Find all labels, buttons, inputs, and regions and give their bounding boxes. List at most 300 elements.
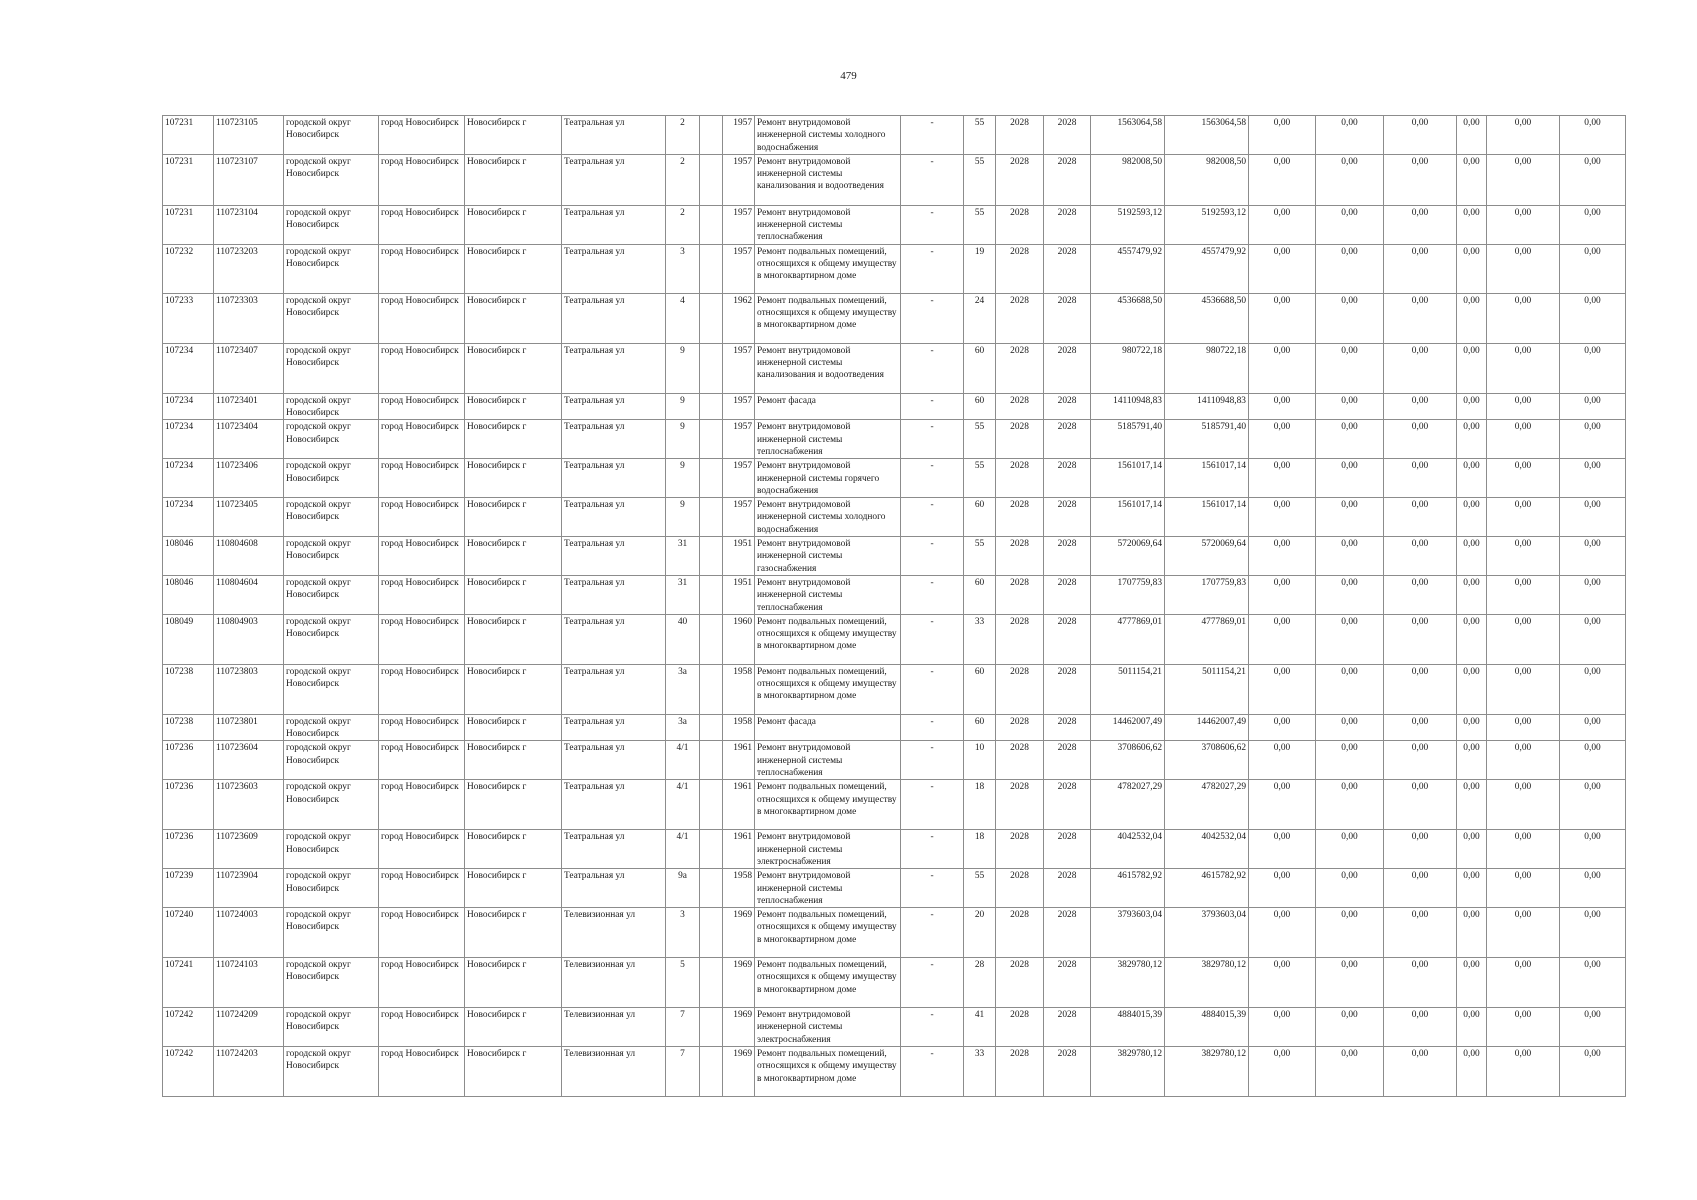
cell-value-5: 0,00 — [1487, 537, 1560, 576]
cell-city: Новосибирск г — [465, 393, 562, 420]
cell-street: Телевизионная ул — [562, 908, 666, 958]
cell-value-4: 0,00 — [1457, 116, 1487, 155]
cell-plan-year: 2028 — [996, 537, 1044, 576]
table-row — [163, 1046, 1626, 1096]
cell-house-number: 7 — [666, 1046, 700, 1096]
cell-year: 2028 — [1044, 154, 1091, 205]
cell-plan-year: 2028 — [996, 205, 1044, 244]
table-row — [163, 869, 1626, 908]
cell-house-number: 4/1 — [666, 741, 700, 780]
cell-fund-cost: 5185791,40 — [1165, 420, 1249, 459]
cell-value-1: 0,00 — [1249, 714, 1316, 741]
cell-municipality: городской округ Новосибирск — [284, 780, 379, 830]
cell-year: 2028 — [1044, 205, 1091, 244]
cell-total-cost: 5720069,64 — [1091, 537, 1165, 576]
cell-house-number: 5 — [666, 958, 700, 1008]
cell-dash: - — [901, 714, 964, 741]
cell-work-type: Ремонт внутридомовой инженерной системы холодного водоснабжения — [755, 116, 901, 155]
cell-value-1: 0,00 — [1249, 908, 1316, 958]
cell-building — [700, 908, 723, 958]
cell-value-6: 0,00 — [1560, 420, 1626, 459]
cell-value-5: 0,00 — [1487, 869, 1560, 908]
cell-value-6: 0,00 — [1560, 830, 1626, 869]
cell-fund-cost: 4777869,01 — [1165, 614, 1249, 664]
cell-fund-cost: 1561017,14 — [1165, 459, 1249, 498]
cell-year: 2028 — [1044, 459, 1091, 498]
cell-year: 2028 — [1044, 393, 1091, 420]
cell-plan-year: 2028 — [996, 869, 1044, 908]
cell-total-cost: 5185791,40 — [1091, 420, 1165, 459]
cell-total-cost: 4782027,29 — [1091, 780, 1165, 830]
cell-total-cost: 3793603,04 — [1091, 908, 1165, 958]
cell-house-number: 3 — [666, 244, 700, 293]
cell-year-built: 1969 — [723, 1046, 755, 1096]
cell-street: Театральная ул — [562, 293, 666, 343]
cell-city: Новосибирск г — [465, 154, 562, 205]
cell-dash: - — [901, 780, 964, 830]
cell-year: 2028 — [1044, 830, 1091, 869]
cell-plan-year: 2028 — [996, 830, 1044, 869]
cell-plan-year: 2028 — [996, 664, 1044, 714]
cell-work-id: 110723105 — [214, 116, 284, 155]
cell-value-1: 0,00 — [1249, 393, 1316, 420]
cell-value-4: 0,00 — [1457, 393, 1487, 420]
cell-municipality: городской округ Новосибирск — [284, 830, 379, 869]
cell-work-type: Ремонт внутридомовой инженерной системы канализования и водоотведения — [755, 154, 901, 205]
cell-municipality: городской округ Новосибирск — [284, 575, 379, 614]
cell-building — [700, 393, 723, 420]
cell-work-id: 110723803 — [214, 664, 284, 714]
table-row — [163, 205, 1626, 244]
cell-settlement: город Новосибирск — [379, 1008, 465, 1047]
cell-value-5: 0,00 — [1487, 614, 1560, 664]
cell-value-5: 0,00 — [1487, 393, 1560, 420]
cell-fund-cost: 982008,50 — [1165, 154, 1249, 205]
cell-year-built: 1958 — [723, 869, 755, 908]
cell-house-number: 9а — [666, 869, 700, 908]
cell-value-4: 0,00 — [1457, 205, 1487, 244]
cell-value-1: 0,00 — [1249, 537, 1316, 576]
cell-value-4: 0,00 — [1457, 575, 1487, 614]
capital-repair-table — [162, 115, 1626, 1097]
cell-value-5: 0,00 — [1487, 1046, 1560, 1096]
cell-wear-percent: 60 — [964, 343, 996, 393]
cell-value-3: 0,00 — [1384, 205, 1457, 244]
cell-settlement: город Новосибирск — [379, 714, 465, 741]
cell-building — [700, 205, 723, 244]
cell-building — [700, 420, 723, 459]
cell-city: Новосибирск г — [465, 537, 562, 576]
cell-value-1: 0,00 — [1249, 498, 1316, 537]
cell-city: Новосибирск г — [465, 116, 562, 155]
cell-year-built: 1957 — [723, 420, 755, 459]
cell-house-number: 3 — [666, 908, 700, 958]
cell-fund-cost: 1563064,58 — [1165, 116, 1249, 155]
cell-value-3: 0,00 — [1384, 830, 1457, 869]
cell-value-3: 0,00 — [1384, 780, 1457, 830]
cell-value-6: 0,00 — [1560, 244, 1626, 293]
cell-work-type: Ремонт внутридомовой инженерной системы теплоснабжения — [755, 205, 901, 244]
cell-total-cost: 3708606,62 — [1091, 741, 1165, 780]
cell-plan-year: 2028 — [996, 1008, 1044, 1047]
table-row — [163, 343, 1626, 393]
cell-wear-percent: 18 — [964, 830, 996, 869]
cell-value-4: 0,00 — [1457, 154, 1487, 205]
cell-total-cost: 4777869,01 — [1091, 614, 1165, 664]
cell-year-built: 1957 — [723, 205, 755, 244]
cell-value-5: 0,00 — [1487, 498, 1560, 537]
cell-house-id: 107233 — [163, 293, 214, 343]
cell-dash: - — [901, 205, 964, 244]
cell-value-6: 0,00 — [1560, 459, 1626, 498]
cell-value-5: 0,00 — [1487, 1008, 1560, 1047]
cell-dash: - — [901, 459, 964, 498]
cell-city: Новосибирск г — [465, 293, 562, 343]
cell-value-3: 0,00 — [1384, 459, 1457, 498]
cell-street: Телевизионная ул — [562, 1008, 666, 1047]
cell-value-1: 0,00 — [1249, 116, 1316, 155]
cell-value-3: 0,00 — [1384, 664, 1457, 714]
cell-work-type: Ремонт подвальных помещений, относящихся к общему имуществу в многоквартирном доме — [755, 293, 901, 343]
cell-municipality: городской округ Новосибирск — [284, 1008, 379, 1047]
table-row — [163, 116, 1626, 155]
cell-settlement: город Новосибирск — [379, 343, 465, 393]
cell-wear-percent: 20 — [964, 908, 996, 958]
cell-dash: - — [901, 1008, 964, 1047]
cell-work-type: Ремонт подвальных помещений, относящихся к общему имуществу в многоквартирном доме — [755, 780, 901, 830]
cell-year: 2028 — [1044, 116, 1091, 155]
cell-house-id: 108046 — [163, 537, 214, 576]
cell-value-2: 0,00 — [1316, 459, 1384, 498]
cell-building — [700, 780, 723, 830]
cell-value-3: 0,00 — [1384, 575, 1457, 614]
cell-total-cost: 980722,18 — [1091, 343, 1165, 393]
cell-value-4: 0,00 — [1457, 714, 1487, 741]
cell-municipality: городской округ Новосибирск — [284, 459, 379, 498]
cell-value-2: 0,00 — [1316, 205, 1384, 244]
cell-wear-percent: 10 — [964, 741, 996, 780]
cell-value-1: 0,00 — [1249, 244, 1316, 293]
cell-year-built: 1961 — [723, 780, 755, 830]
cell-value-4: 0,00 — [1457, 420, 1487, 459]
cell-fund-cost: 4042532,04 — [1165, 830, 1249, 869]
cell-value-4: 0,00 — [1457, 293, 1487, 343]
cell-house-id: 107234 — [163, 459, 214, 498]
cell-total-cost: 4042532,04 — [1091, 830, 1165, 869]
cell-year-built: 1957 — [723, 393, 755, 420]
cell-plan-year: 2028 — [996, 420, 1044, 459]
cell-value-1: 0,00 — [1249, 1046, 1316, 1096]
cell-value-6: 0,00 — [1560, 393, 1626, 420]
cell-year-built: 1961 — [723, 830, 755, 869]
cell-year: 2028 — [1044, 420, 1091, 459]
cell-value-5: 0,00 — [1487, 420, 1560, 459]
cell-fund-cost: 1707759,83 — [1165, 575, 1249, 614]
cell-value-5: 0,00 — [1487, 205, 1560, 244]
cell-year: 2028 — [1044, 244, 1091, 293]
cell-work-type: Ремонт внутридомовой инженерной системы теплоснабжения — [755, 575, 901, 614]
cell-value-5: 0,00 — [1487, 714, 1560, 741]
cell-value-6: 0,00 — [1560, 575, 1626, 614]
cell-work-id: 110724203 — [214, 1046, 284, 1096]
cell-house-id: 107239 — [163, 869, 214, 908]
cell-value-4: 0,00 — [1457, 1008, 1487, 1047]
cell-work-type: Ремонт внутридомовой инженерной системы теплоснабжения — [755, 869, 901, 908]
cell-year: 2028 — [1044, 664, 1091, 714]
cell-street: Театральная ул — [562, 205, 666, 244]
cell-settlement: город Новосибирск — [379, 393, 465, 420]
cell-work-id: 110723603 — [214, 780, 284, 830]
cell-dash: - — [901, 741, 964, 780]
cell-value-6: 0,00 — [1560, 343, 1626, 393]
cell-plan-year: 2028 — [996, 741, 1044, 780]
cell-municipality: городской округ Новосибирск — [284, 154, 379, 205]
cell-municipality: городской округ Новосибирск — [284, 714, 379, 741]
table-row — [163, 1008, 1626, 1047]
cell-fund-cost: 4536688,50 — [1165, 293, 1249, 343]
cell-plan-year: 2028 — [996, 244, 1044, 293]
table-row — [163, 780, 1626, 830]
cell-value-4: 0,00 — [1457, 537, 1487, 576]
cell-settlement: город Новосибирск — [379, 420, 465, 459]
cell-year-built: 1969 — [723, 1008, 755, 1047]
table-row — [163, 664, 1626, 714]
cell-work-id: 110724209 — [214, 1008, 284, 1047]
cell-value-5: 0,00 — [1487, 154, 1560, 205]
cell-value-2: 0,00 — [1316, 1008, 1384, 1047]
cell-value-6: 0,00 — [1560, 958, 1626, 1008]
cell-building — [700, 830, 723, 869]
cell-value-3: 0,00 — [1384, 154, 1457, 205]
cell-dash: - — [901, 393, 964, 420]
cell-value-3: 0,00 — [1384, 393, 1457, 420]
cell-fund-cost: 3793603,04 — [1165, 908, 1249, 958]
cell-building — [700, 575, 723, 614]
cell-value-3: 0,00 — [1384, 293, 1457, 343]
cell-year-built: 1957 — [723, 459, 755, 498]
cell-fund-cost: 4782027,29 — [1165, 780, 1249, 830]
cell-value-6: 0,00 — [1560, 869, 1626, 908]
cell-wear-percent: 60 — [964, 714, 996, 741]
cell-wear-percent: 33 — [964, 1046, 996, 1096]
cell-value-4: 0,00 — [1457, 780, 1487, 830]
cell-house-number: 4 — [666, 293, 700, 343]
cell-value-6: 0,00 — [1560, 664, 1626, 714]
cell-street: Театральная ул — [562, 741, 666, 780]
cell-city: Новосибирск г — [465, 244, 562, 293]
cell-work-id: 110804903 — [214, 614, 284, 664]
cell-municipality: городской округ Новосибирск — [284, 420, 379, 459]
cell-year: 2028 — [1044, 741, 1091, 780]
cell-settlement: город Новосибирск — [379, 459, 465, 498]
cell-total-cost: 1561017,14 — [1091, 498, 1165, 537]
cell-year-built: 1957 — [723, 116, 755, 155]
table-row — [163, 498, 1626, 537]
cell-wear-percent: 55 — [964, 869, 996, 908]
cell-value-5: 0,00 — [1487, 343, 1560, 393]
cell-fund-cost: 980722,18 — [1165, 343, 1249, 393]
cell-work-id: 110723404 — [214, 420, 284, 459]
cell-value-2: 0,00 — [1316, 614, 1384, 664]
cell-value-1: 0,00 — [1249, 1008, 1316, 1047]
cell-value-6: 0,00 — [1560, 154, 1626, 205]
cell-value-3: 0,00 — [1384, 958, 1457, 1008]
cell-value-3: 0,00 — [1384, 498, 1457, 537]
cell-fund-cost: 5011154,21 — [1165, 664, 1249, 714]
cell-year: 2028 — [1044, 614, 1091, 664]
table-row — [163, 614, 1626, 664]
cell-value-4: 0,00 — [1457, 1046, 1487, 1096]
cell-year-built: 1969 — [723, 958, 755, 1008]
cell-municipality: городской округ Новосибирск — [284, 908, 379, 958]
cell-house-id: 107236 — [163, 780, 214, 830]
cell-value-2: 0,00 — [1316, 343, 1384, 393]
cell-dash: - — [901, 244, 964, 293]
cell-value-4: 0,00 — [1457, 664, 1487, 714]
cell-total-cost: 4615782,92 — [1091, 869, 1165, 908]
cell-building — [700, 664, 723, 714]
cell-value-3: 0,00 — [1384, 537, 1457, 576]
cell-building — [700, 869, 723, 908]
cell-street: Театральная ул — [562, 154, 666, 205]
cell-dash: - — [901, 154, 964, 205]
cell-house-id: 107234 — [163, 393, 214, 420]
cell-house-number: 3а — [666, 714, 700, 741]
cell-year-built: 1960 — [723, 614, 755, 664]
cell-value-6: 0,00 — [1560, 293, 1626, 343]
cell-value-4: 0,00 — [1457, 958, 1487, 1008]
cell-plan-year: 2028 — [996, 293, 1044, 343]
cell-year-built: 1951 — [723, 575, 755, 614]
cell-city: Новосибирск г — [465, 714, 562, 741]
cell-municipality: городской округ Новосибирск — [284, 614, 379, 664]
cell-fund-cost: 3829780,12 — [1165, 1046, 1249, 1096]
table-row — [163, 154, 1626, 205]
cell-city: Новосибирск г — [465, 664, 562, 714]
cell-settlement: город Новосибирск — [379, 664, 465, 714]
cell-settlement: город Новосибирск — [379, 908, 465, 958]
cell-settlement: город Новосибирск — [379, 614, 465, 664]
cell-value-1: 0,00 — [1249, 205, 1316, 244]
cell-house-id: 107231 — [163, 154, 214, 205]
cell-value-6: 0,00 — [1560, 1008, 1626, 1047]
cell-value-4: 0,00 — [1457, 459, 1487, 498]
cell-dash: - — [901, 293, 964, 343]
cell-plan-year: 2028 — [996, 154, 1044, 205]
cell-house-id: 107236 — [163, 741, 214, 780]
cell-value-1: 0,00 — [1249, 459, 1316, 498]
cell-work-type: Ремонт внутридомовой инженерной системы газоснабжения — [755, 537, 901, 576]
cell-dash: - — [901, 498, 964, 537]
cell-house-id: 107238 — [163, 664, 214, 714]
table-row — [163, 714, 1626, 741]
cell-year-built: 1957 — [723, 244, 755, 293]
cell-house-id: 107234 — [163, 420, 214, 459]
cell-value-5: 0,00 — [1487, 958, 1560, 1008]
table-row — [163, 537, 1626, 576]
cell-settlement: город Новосибирск — [379, 780, 465, 830]
cell-settlement: город Новосибирск — [379, 244, 465, 293]
cell-value-1: 0,00 — [1249, 664, 1316, 714]
cell-plan-year: 2028 — [996, 575, 1044, 614]
cell-value-2: 0,00 — [1316, 393, 1384, 420]
cell-plan-year: 2028 — [996, 498, 1044, 537]
cell-settlement: город Новосибирск — [379, 205, 465, 244]
cell-value-2: 0,00 — [1316, 116, 1384, 155]
table-row — [163, 420, 1626, 459]
cell-year-built: 1958 — [723, 714, 755, 741]
cell-wear-percent: 55 — [964, 537, 996, 576]
cell-wear-percent: 55 — [964, 116, 996, 155]
cell-value-4: 0,00 — [1457, 908, 1487, 958]
cell-building — [700, 154, 723, 205]
cell-building — [700, 741, 723, 780]
cell-building — [700, 714, 723, 741]
cell-house-number: 2 — [666, 205, 700, 244]
cell-work-type: Ремонт внутридомовой инженерной системы теплоснабжения — [755, 420, 901, 459]
cell-wear-percent: 55 — [964, 459, 996, 498]
cell-value-6: 0,00 — [1560, 908, 1626, 958]
cell-house-id: 107232 — [163, 244, 214, 293]
cell-building — [700, 116, 723, 155]
cell-dash: - — [901, 908, 964, 958]
cell-work-type: Ремонт подвальных помещений, относящихся к общему имуществу в многоквартирном доме — [755, 958, 901, 1008]
cell-value-4: 0,00 — [1457, 498, 1487, 537]
cell-work-type: Ремонт подвальных помещений, относящихся к общему имуществу в многоквартирном доме — [755, 908, 901, 958]
cell-dash: - — [901, 958, 964, 1008]
cell-total-cost: 3829780,12 — [1091, 1046, 1165, 1096]
cell-street: Театральная ул — [562, 420, 666, 459]
cell-value-5: 0,00 — [1487, 575, 1560, 614]
cell-work-type: Ремонт внутридомовой инженерной системы канализования и водоотведения — [755, 343, 901, 393]
cell-settlement: город Новосибирск — [379, 1046, 465, 1096]
cell-wear-percent: 24 — [964, 293, 996, 343]
cell-settlement: город Новосибирск — [379, 293, 465, 343]
cell-value-3: 0,00 — [1384, 869, 1457, 908]
cell-value-3: 0,00 — [1384, 1008, 1457, 1047]
cell-house-number: 31 — [666, 575, 700, 614]
cell-year: 2028 — [1044, 1008, 1091, 1047]
cell-value-2: 0,00 — [1316, 537, 1384, 576]
cell-house-number: 9 — [666, 393, 700, 420]
cell-work-type: Ремонт внутридомовой инженерной системы теплоснабжения — [755, 741, 901, 780]
cell-settlement: город Новосибирск — [379, 958, 465, 1008]
cell-building — [700, 1008, 723, 1047]
table-row — [163, 575, 1626, 614]
cell-wear-percent: 41 — [964, 1008, 996, 1047]
cell-value-3: 0,00 — [1384, 116, 1457, 155]
cell-value-1: 0,00 — [1249, 958, 1316, 1008]
cell-value-1: 0,00 — [1249, 154, 1316, 205]
cell-city: Новосибирск г — [465, 343, 562, 393]
cell-street: Театральная ул — [562, 537, 666, 576]
cell-plan-year: 2028 — [996, 614, 1044, 664]
cell-work-id: 110723407 — [214, 343, 284, 393]
cell-value-2: 0,00 — [1316, 908, 1384, 958]
cell-building — [700, 293, 723, 343]
cell-work-type: Ремонт фасада — [755, 393, 901, 420]
cell-settlement: город Новосибирск — [379, 537, 465, 576]
cell-value-1: 0,00 — [1249, 780, 1316, 830]
cell-year: 2028 — [1044, 714, 1091, 741]
cell-dash: - — [901, 664, 964, 714]
cell-settlement: город Новосибирск — [379, 116, 465, 155]
cell-value-2: 0,00 — [1316, 154, 1384, 205]
cell-house-id: 107231 — [163, 205, 214, 244]
cell-value-6: 0,00 — [1560, 780, 1626, 830]
cell-total-cost: 5011154,21 — [1091, 664, 1165, 714]
cell-municipality: городской округ Новосибирск — [284, 741, 379, 780]
